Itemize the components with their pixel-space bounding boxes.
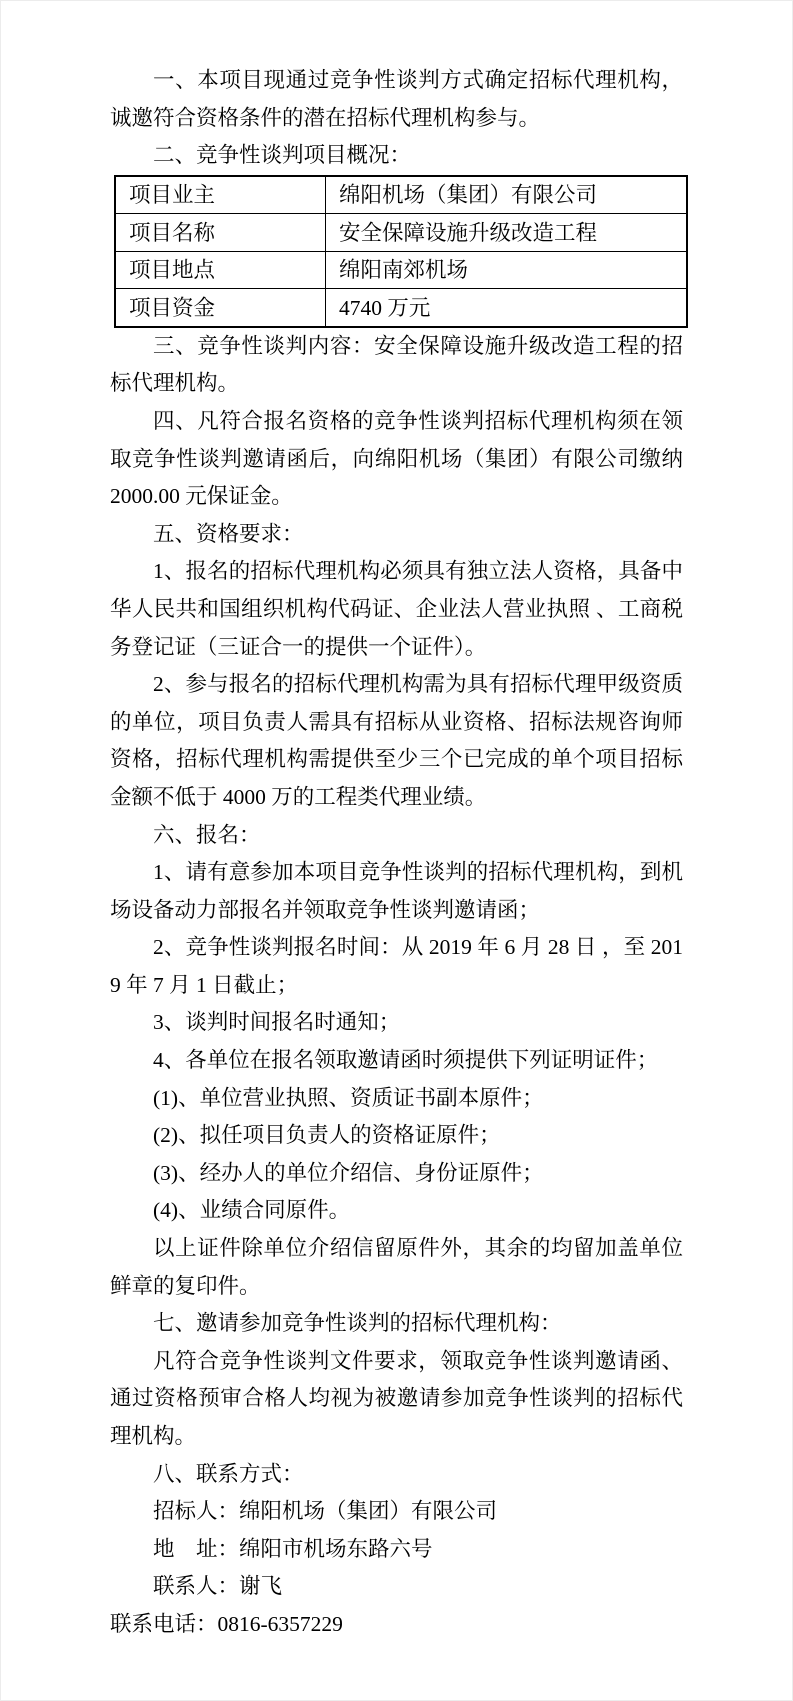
table-cell-label: 项目业主 bbox=[115, 176, 326, 214]
para-document-item-2: (2)、拟任项目负责人的资格证原件； bbox=[153, 1123, 501, 1148]
para-document-copies-note: 以上证件除单位介绍信留原件外，其余的均留加盖单位鲜章的复印件。 bbox=[110, 1236, 683, 1298]
para-registration-4-documents: 4、各单位在报名领取邀请函时须提供下列证明证件； bbox=[153, 1048, 659, 1073]
project-overview-table-body bbox=[115, 176, 687, 327]
heading-section-8-contact: 八、联系方式： bbox=[153, 1461, 304, 1486]
project-overview-table bbox=[114, 175, 688, 328]
table-row-project-name bbox=[115, 214, 687, 252]
table-cell-value: 绵阳机场（集团）有限公司 bbox=[326, 176, 688, 214]
table-cell-label: 项目资金 bbox=[115, 289, 326, 327]
para-document-item-3: (3)、经办人的单位介绍信、身份证原件； bbox=[153, 1160, 544, 1185]
heading-section-2-overview: 二、竞争性谈判项目概况： bbox=[153, 143, 412, 168]
table-row-project-budget bbox=[115, 289, 687, 327]
para-document-item-1: (1)、单位营业执照、资质证书副本原件； bbox=[153, 1085, 544, 1110]
para-invitation-detail: 凡符合竞争性谈判文件要求，领取竞争性谈判邀请函、通过资格预审合格人均视为被邀请参加竞争性谈判的招标代理机构。 bbox=[110, 1348, 683, 1448]
table-cell-label: 项目名称 bbox=[115, 214, 326, 252]
table-row-project-owner bbox=[115, 176, 687, 214]
table-cell-label: 项目地点 bbox=[115, 251, 326, 289]
contact-address-line: 地 址：绵阳市机场东路六号 bbox=[153, 1536, 433, 1561]
para-qualification-2: 2、参与报名的招标代理机构需为具有招标代理甲级资质的单位，项目负责人需具有招标从业资格、招标法规咨询师资格，招标代理机构需提供至少三个已完成的单个项目招标金额不低于 4000 万的工程类代理业绩。 bbox=[110, 672, 683, 809]
table-cell-value: 安全保障设施升级改造工程 bbox=[326, 214, 688, 252]
para-registration-3-notice: 3、谈判时间报名时通知； bbox=[153, 1010, 401, 1035]
para-document-item-4: (4)、业绩合同原件。 bbox=[153, 1198, 351, 1223]
heading-section-5-qualifications: 五、资格要求： bbox=[153, 521, 304, 546]
heading-section-7-invitation: 七、邀请参加竞争性谈判的招标代理机构： bbox=[153, 1311, 562, 1336]
contact-tenderer-line: 招标人：绵阳机场（集团）有限公司 bbox=[153, 1499, 498, 1524]
table-cell-value: 绵阳南郊机场 bbox=[326, 251, 688, 289]
para-section-4-deposit: 四、凡符合报名资格的竞争性谈判招标代理机构须在领取竞争性谈判邀请函后，向绵阳机场（集团）有限公司缴纳 2000.00 元保证金。 bbox=[110, 408, 683, 509]
heading-section-6-registration: 六、报名： bbox=[153, 822, 261, 847]
para-registration-2-time: 2、竞争性谈判报名时间：从 2019 年 6 月 28 日 ，至 2019 年 7 月 1 日截止； bbox=[110, 935, 683, 997]
table-row-project-location bbox=[115, 251, 687, 289]
contact-phone-line: 联系电话：0816-6357229 bbox=[110, 1611, 343, 1636]
table-cell-value: 4740 万元 bbox=[326, 289, 688, 327]
contact-person-line: 联系人：谢飞 bbox=[153, 1574, 283, 1599]
para-section-1-intro: 一、本项目现通过竞争性谈判方式确定招标代理机构，诚邀符合资格条件的潜在招标代理机构参与。 bbox=[110, 68, 683, 130]
para-qualification-1: 1、报名的招标代理机构必须具有独立法人资格，具备中华人民共和国组织机构代码证、企业法人营业执照 、工商税务登记证（三证合一的提供一个证件）。 bbox=[110, 559, 683, 659]
para-registration-1: 1、请有意参加本项目竞争性谈判的招标代理机构，到机场设备动力部报名并领取竞争性谈判邀请函； bbox=[110, 860, 683, 922]
para-section-3-content: 三、竞争性谈判内容：安全保障设施升级改造工程的招标代理机构。 bbox=[110, 333, 683, 396]
